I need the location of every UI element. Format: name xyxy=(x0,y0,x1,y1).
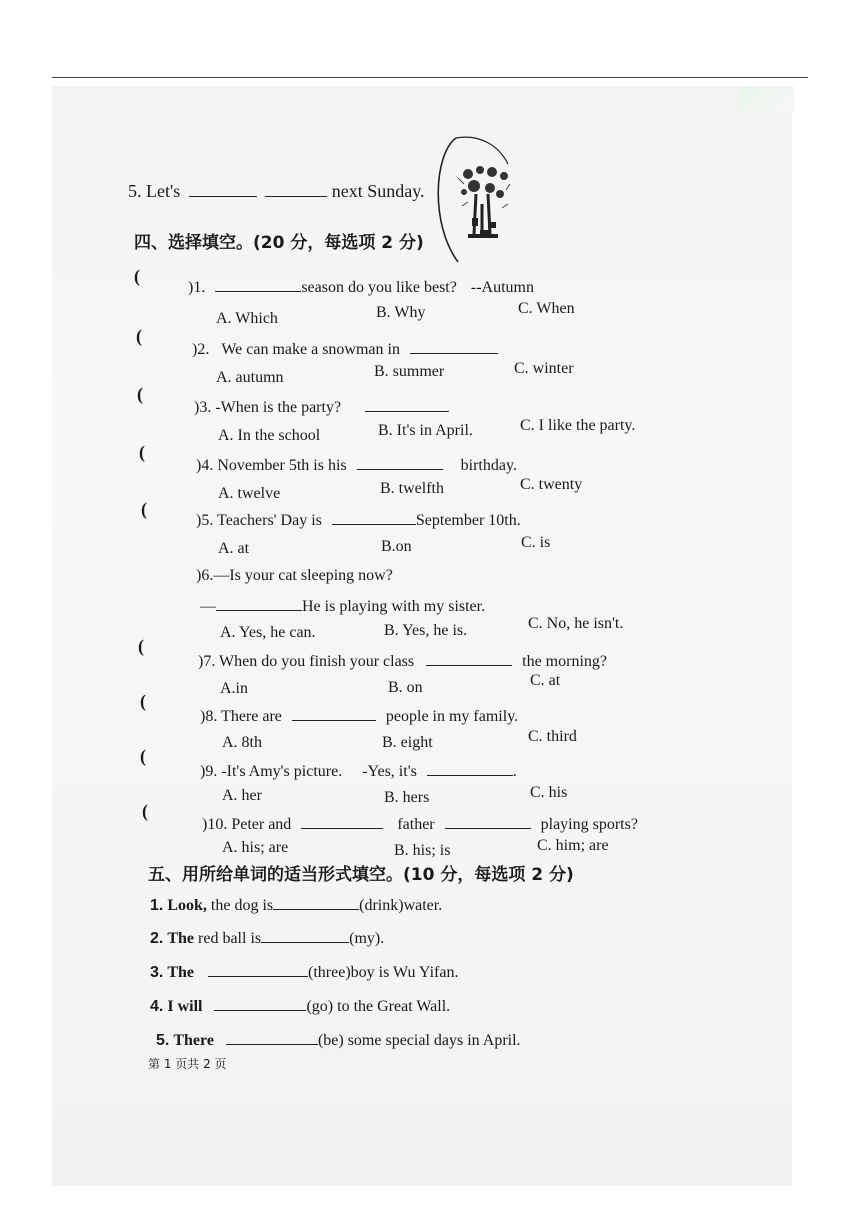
fill-text-after: (three)boy is Wu Yifan. xyxy=(308,964,459,981)
question-6 xyxy=(196,568,393,584)
question-2 xyxy=(192,340,498,358)
option-b: B. eight xyxy=(382,734,433,751)
answer-paren: ( xyxy=(142,801,148,821)
question-number: )4. xyxy=(196,457,214,474)
question-4 xyxy=(196,456,517,474)
question-9 xyxy=(200,762,517,780)
question-7 xyxy=(198,652,607,670)
question-text: -When is the party? xyxy=(215,399,342,416)
prev-item-5 xyxy=(128,182,425,200)
option-b: B. It's in April. xyxy=(378,422,473,439)
option-c: C. winter xyxy=(514,360,574,377)
fill-text-after: (my). xyxy=(349,930,385,947)
question-text: November 5th is his xyxy=(217,457,347,474)
fill-number: 2. xyxy=(150,930,164,947)
blank xyxy=(265,183,327,197)
prev-item-number: 5. xyxy=(128,181,142,201)
dash: — xyxy=(200,598,216,615)
option-b: B. on xyxy=(388,679,423,696)
section-4-title xyxy=(134,234,424,252)
fill-lead: Look, xyxy=(167,897,207,914)
blank xyxy=(301,815,383,829)
blank xyxy=(357,456,443,470)
prev-item-text-a: Let's xyxy=(146,181,181,201)
question-8 xyxy=(200,707,518,725)
question-6-response xyxy=(200,597,485,615)
option-c: C. When xyxy=(518,300,575,317)
answer-paren: ( xyxy=(139,442,145,462)
question-3 xyxy=(194,398,449,416)
blank xyxy=(215,278,301,292)
option-c: C. I like the party. xyxy=(520,417,636,434)
option-c: C. at xyxy=(530,672,561,689)
question-text: season do you like best? xyxy=(301,279,457,296)
fill-text-after: (drink)water. xyxy=(359,897,443,914)
fill-item-2 xyxy=(150,929,384,947)
question-end: . xyxy=(512,763,517,780)
option-a: A. Yes, he can. xyxy=(220,624,316,641)
prev-item-text-b: next Sunday. xyxy=(331,181,425,201)
question-text-after: people in my family. xyxy=(385,708,519,725)
question-number: )9. xyxy=(200,763,218,780)
blank xyxy=(273,896,359,910)
question-text-mid: father xyxy=(397,816,435,833)
fill-item-4 xyxy=(150,997,450,1015)
fill-lead: I will xyxy=(167,998,203,1015)
fill-number: 3. xyxy=(150,964,164,981)
question-text-mid: -Yes, it's xyxy=(362,763,417,780)
option-a: A. Which xyxy=(216,310,278,327)
question-text-after: September 10th. xyxy=(415,512,521,529)
blank xyxy=(216,597,302,611)
option-a: A. autumn xyxy=(216,369,284,386)
section-5-title xyxy=(148,866,574,884)
answer-paren: ( xyxy=(137,384,143,404)
fill-text: red ball is xyxy=(198,930,262,947)
question-text-after: playing sports? xyxy=(540,816,638,833)
option-c: C. him; are xyxy=(537,837,609,854)
option-a: A. In the school xyxy=(218,427,321,444)
blank xyxy=(365,398,449,412)
section-4-title-text: 四、选择填空。(20 分，每选项 2 分) xyxy=(134,233,424,253)
option-a: A. his; are xyxy=(222,839,289,856)
option-c: C. twenty xyxy=(520,476,583,493)
top-rule xyxy=(52,77,808,78)
option-c: C. third xyxy=(528,728,577,745)
fill-text: the dog is xyxy=(210,897,274,914)
question-number: )7. xyxy=(198,653,216,670)
option-a: A.in xyxy=(220,680,248,697)
option-a: A. her xyxy=(222,787,262,804)
question-text: There are xyxy=(221,708,282,725)
answer-paren: ( xyxy=(141,499,147,519)
option-b: B. summer xyxy=(374,363,445,380)
option-c: C. No, he isn't. xyxy=(528,615,624,632)
fill-lead: The xyxy=(167,964,195,981)
fill-text-after: (go) to the Great Wall. xyxy=(306,998,451,1015)
section-5-title-text: 五、用所给单词的适当形式填空。(10 分，每选项 2 分) xyxy=(148,865,574,885)
option-a: A. twelve xyxy=(218,485,281,502)
blank xyxy=(410,340,498,354)
fill-text-after: (be) some special days in April. xyxy=(317,1032,521,1049)
blank xyxy=(445,815,531,829)
blank xyxy=(427,762,513,776)
question-answer-hint: --Autumn xyxy=(470,279,534,296)
fill-item-5 xyxy=(156,1031,521,1049)
question-text: —Is your cat sleeping now? xyxy=(213,567,393,584)
question-number: )8. xyxy=(200,708,218,725)
page-footer: 第 1 页共 2 页 xyxy=(148,1057,227,1071)
blank xyxy=(189,183,257,197)
question-text: When do you finish your class xyxy=(219,653,415,670)
question-text-after: He is playing with my sister. xyxy=(302,598,486,615)
option-b: B. hers xyxy=(384,789,430,806)
blank xyxy=(214,997,306,1011)
question-text: -It's Amy's picture. xyxy=(221,763,343,780)
question-text: We can make a snowman in xyxy=(221,341,400,358)
blank xyxy=(226,1031,318,1045)
option-b: B. Why xyxy=(376,304,426,321)
answer-paren: ( xyxy=(134,266,140,286)
question-number: )6. xyxy=(196,567,214,584)
fill-number: 5. xyxy=(156,1032,170,1049)
option-a: A. 8th xyxy=(222,734,262,751)
fill-lead: The xyxy=(167,930,195,947)
option-b: B. twelfth xyxy=(380,480,444,497)
option-c: C. is xyxy=(521,534,551,551)
blank xyxy=(332,511,416,525)
question-number: )5. xyxy=(196,512,214,529)
option-a: A. at xyxy=(218,540,250,557)
blank xyxy=(292,707,376,721)
fill-item-1 xyxy=(150,896,442,914)
blank xyxy=(208,963,308,977)
question-text: Peter and xyxy=(231,816,292,833)
fill-number: 4. xyxy=(150,998,164,1015)
answer-paren: ( xyxy=(138,636,144,656)
question-10 xyxy=(202,815,638,833)
answer-paren: ( xyxy=(136,326,142,346)
option-c: C. his xyxy=(530,784,568,801)
fill-number: 1. xyxy=(150,897,164,914)
fill-lead: There xyxy=(173,1032,214,1049)
question-text-after: the morning? xyxy=(522,653,607,670)
question-text: Teachers' Day is xyxy=(217,512,322,529)
blank xyxy=(426,652,512,666)
question-text-after: birthday. xyxy=(460,457,517,474)
blank xyxy=(261,929,349,943)
option-b: B.on xyxy=(381,538,412,555)
question-number: )10. xyxy=(202,816,228,833)
question-number: )1. xyxy=(188,279,206,296)
tree-picture-illustration xyxy=(428,134,538,268)
question-number: )2. xyxy=(192,341,210,358)
question-1 xyxy=(188,278,534,296)
question-number: )3. xyxy=(194,399,212,416)
fill-item-3 xyxy=(150,963,458,981)
answer-paren: ( xyxy=(140,746,146,766)
scan-corner-mark xyxy=(740,86,794,112)
option-b: B. his; is xyxy=(394,842,451,859)
answer-paren: ( xyxy=(140,691,146,711)
option-b: B. Yes, he is. xyxy=(384,622,468,639)
question-5 xyxy=(196,511,521,529)
